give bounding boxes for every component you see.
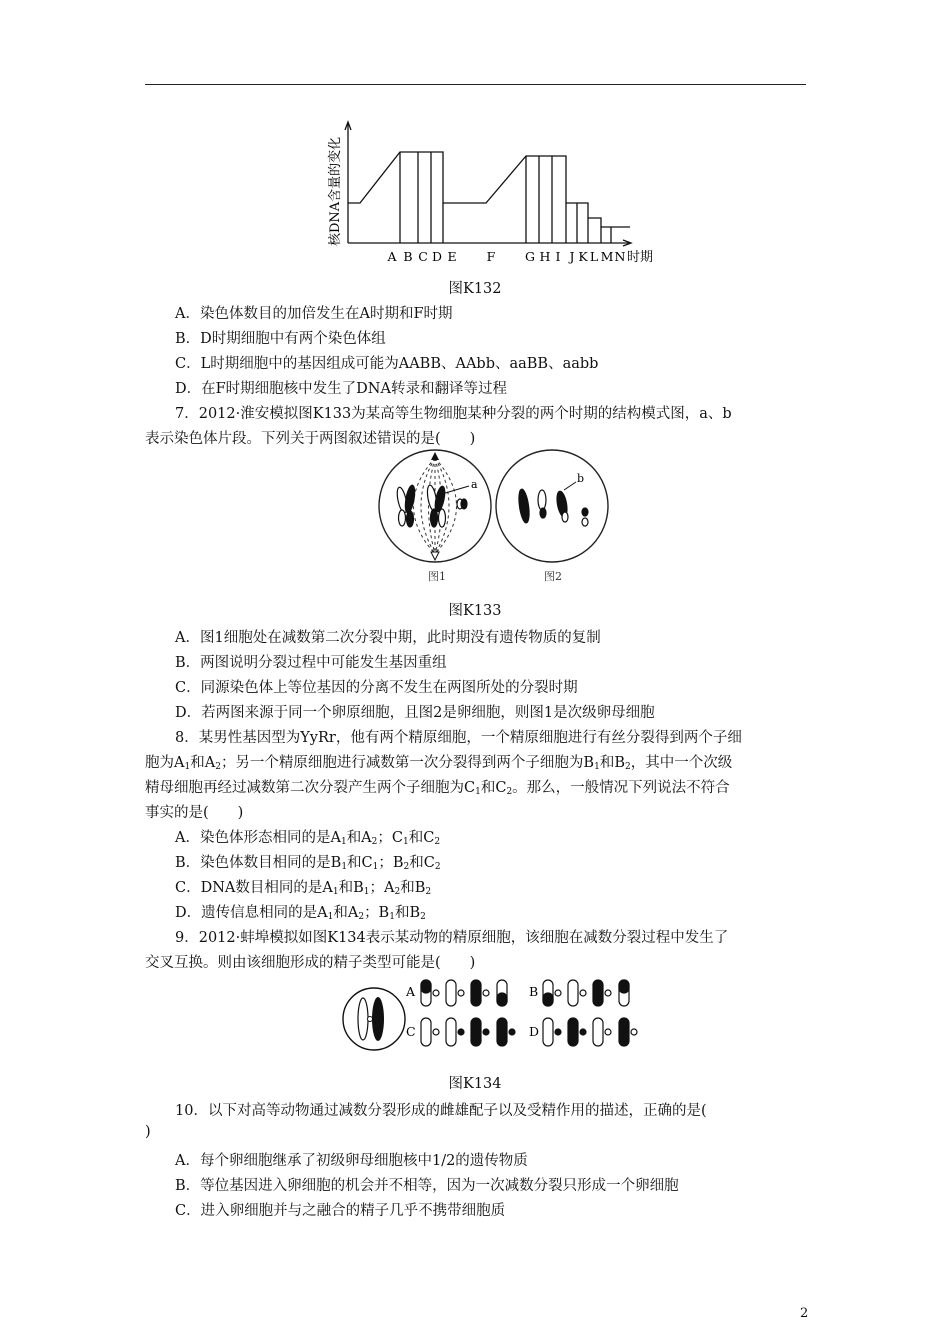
figure-caption-k134: 图K134: [448, 1076, 502, 1092]
tick-C: C: [418, 249, 428, 264]
sperm-type-figure: [340, 974, 650, 1064]
tick-N: N: [614, 249, 626, 264]
tick-J: J: [569, 249, 575, 264]
q9-stem-line2: 交叉互换。则由该细胞形成的精子类型可能是( ): [145, 955, 476, 971]
tick-I: I: [555, 249, 561, 264]
tick-F: F: [486, 249, 496, 264]
option-c-label: C: [406, 1024, 416, 1039]
q8-stem-line1: 8．某男性基因型为YyRr，他有两个精原细胞，一个精原细胞进行有丝分裂得到两个子细: [175, 730, 742, 746]
q10-stem-line2: ): [145, 1124, 151, 1140]
x-axis-label: 时期: [627, 250, 654, 265]
option-b-label: B: [529, 984, 539, 999]
tick-A: A: [387, 249, 397, 264]
option-d-label: D: [529, 1024, 540, 1039]
q6-option-b: B．D时期细胞中有两个染色体组: [175, 331, 386, 347]
q8-stem-line4: 事实的是( ): [145, 805, 244, 821]
tick-K: K: [578, 249, 588, 264]
q8-option-d: D．遗传信息相同的是$A_1$和$A_2$；$B_1$和$B_2$: [175, 905, 426, 922]
q7-option-d: D．若两图来源于同一个卵原细胞，且图2是卵细胞，则图1是次级卵母细胞: [175, 705, 655, 721]
q7-option-c: C．同源染色体上等位基因的分离不发生在两图所处的分裂时期: [175, 680, 578, 696]
cell-division-figure: [372, 446, 622, 586]
dna-content-chart: [318, 118, 658, 268]
q9-stem-line1: 9．2012·蚌埠模拟如图K134表示某动物的精原细胞，该细胞在减数分裂过程中发生了: [175, 930, 729, 946]
q7-option-b: B．两图说明分裂过程中可能发生基因重组: [175, 655, 447, 671]
q8-stem-line2: 胞为$A_1$和$A_2$；另一个精原细胞进行减数第一次分裂得到两个子细胞为$B_1$和$B_2$，其中一个次级: [145, 755, 733, 772]
page-number: 2: [800, 1306, 809, 1321]
fig2-label: 图2: [544, 570, 562, 583]
q10-option-a: A．每个卵细胞继承了初级卵母细胞核中1/2的遗传物质: [175, 1153, 528, 1169]
header-rule: [145, 84, 806, 85]
q10-option-b: B．等位基因进入卵细胞的机会并不相等，因为一次减数分裂只形成一个卵细胞: [175, 1178, 679, 1194]
tick-H: H: [539, 249, 551, 264]
q10-stem-line1: 10．以下对高等动物通过减数分裂形成的雌雄配子以及受精作用的描述，正确的是(: [175, 1103, 707, 1119]
q6-option-c: C．L时期细胞中的基因组成可能为AABB、AAbb、aaBB、aabb: [175, 356, 599, 372]
figure-caption-k132: 图K132: [448, 281, 502, 297]
tick-B: B: [403, 249, 413, 264]
q8-option-a: A．染色体形态相同的是$A_1$和$A_2$；$C_1$和$C_2$: [175, 830, 441, 847]
y-axis-label: 核DNA含量的变化: [328, 136, 343, 246]
q8-option-b: B．染色体数目相同的是$B_1$和$C_1$；$B_2$和$C_2$: [175, 855, 441, 872]
option-a-label: A: [406, 984, 416, 999]
label-b: b: [577, 472, 585, 485]
q8-option-c: C．DNA数目相同的是$A_1$和$B_1$；$A_2$和$B_2$: [175, 880, 432, 897]
q7-stem-line2: 表示染色体片段。下列关于两图叙述错误的是( ): [145, 431, 476, 447]
q6-option-d: D．在F时期细胞核中发生了DNA转录和翻译等过程: [175, 381, 507, 397]
label-a: a: [471, 478, 478, 491]
q7-stem-line1: 7．2012·淮安模拟图K133为某高等生物细胞某种分裂的两个时期的结构模式图，a、b: [175, 406, 732, 422]
q8-stem-line3: 精母细胞再经过减数第二次分裂产生两个子细胞为$C_1$和$C_2$。那么，一般情况下列说法不符合: [145, 780, 730, 797]
q7-option-a: A．图1细胞处在减数第二次分裂中期，此时期没有遗传物质的复制: [175, 630, 601, 646]
tick-L: L: [589, 249, 599, 264]
tick-E: E: [447, 249, 457, 264]
tick-M: M: [600, 249, 614, 264]
q10-option-c: C．进入卵细胞并与之融合的精子几乎不携带细胞质: [175, 1203, 506, 1219]
q6-option-a: A．染色体数目的加倍发生在A时期和F时期: [175, 306, 453, 322]
tick-G: G: [525, 249, 535, 264]
tick-D: D: [431, 249, 443, 264]
figure-caption-k133: 图K133: [448, 603, 502, 619]
fig1-label: 图1: [428, 570, 446, 583]
